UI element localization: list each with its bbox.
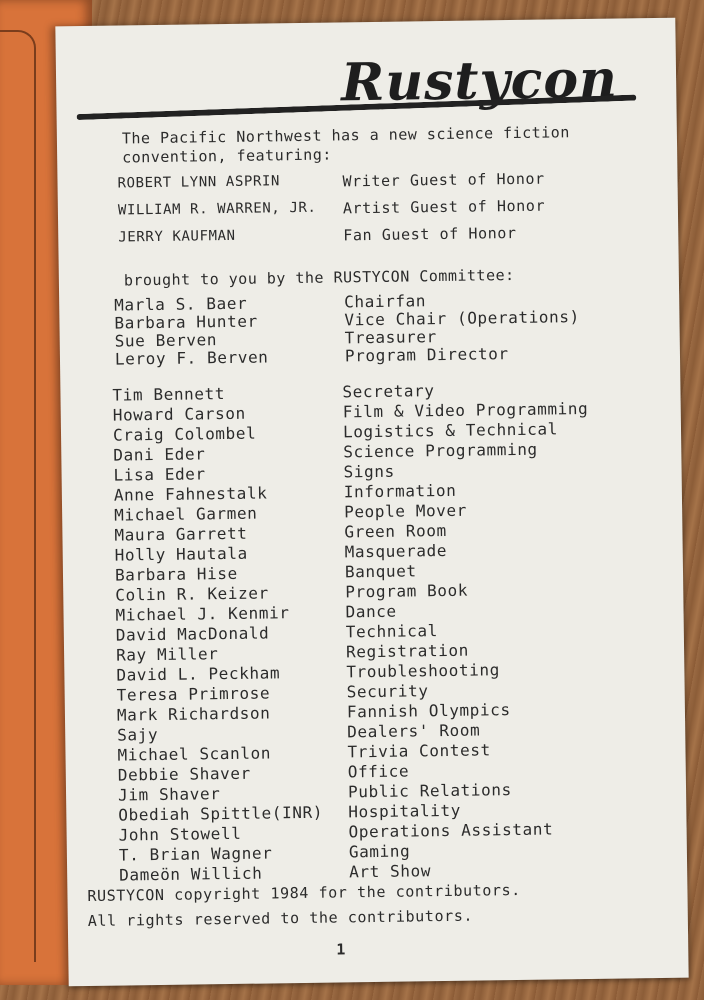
- member-role: Dance: [345, 601, 397, 622]
- guest-row: [118, 196, 618, 223]
- member-name: Dameön Willich: [119, 863, 263, 885]
- member-name: Mark Richardson: [116, 703, 271, 725]
- committee-intro: brought to you by the RUSTYCON Committee:: [123, 265, 515, 290]
- copyright-line-2: All rights reserved to the contributors.: [87, 906, 474, 931]
- member-name: Anne Fahnestalk: [113, 483, 268, 505]
- member-name: JERRY KAUFMAN: [118, 227, 236, 246]
- rustycon-logo: Rustycon: [340, 48, 619, 114]
- member-role: Vice Chair (Operations): [344, 307, 580, 330]
- member-name: Sajy: [117, 725, 159, 745]
- member-role: Writer Guest of Honor: [342, 169, 545, 191]
- member-role: Banquet: [344, 561, 417, 582]
- member-name: Barbara Hunter: [114, 311, 258, 333]
- booklet-page: [55, 18, 688, 987]
- member-name: Teresa Primrose: [116, 683, 271, 705]
- member-name: Holly Hautala: [114, 543, 248, 565]
- member-role: People Mover: [344, 500, 468, 522]
- member-name: Ray Miller: [115, 644, 219, 665]
- member-role: Security: [346, 681, 429, 702]
- member-name: Marla S. Baer: [114, 293, 248, 315]
- member-role: Operations Assistant: [348, 819, 554, 842]
- member-name: Craig Colombel: [112, 423, 257, 445]
- member-name: Michael J. Kenmir: [115, 603, 290, 625]
- member-role: Chairfan: [344, 291, 427, 312]
- copyright-notice: [87, 878, 521, 934]
- member-name: Howard Carson: [112, 403, 246, 425]
- member-role: Program Director: [344, 344, 509, 366]
- member-role: Treasurer: [344, 327, 437, 348]
- member-name: Leroy F. Berven: [114, 347, 269, 369]
- member-role: Film & Video Programming: [342, 398, 589, 422]
- member-role: Troubleshooting: [346, 660, 500, 682]
- member-name: Michael Scanlon: [117, 743, 272, 765]
- member-role: Logistics & Technical: [342, 419, 559, 442]
- member-role: Artist Guest of Honor: [342, 196, 546, 218]
- member-role: Technical: [345, 621, 439, 642]
- member-role: Art Show: [349, 861, 432, 882]
- member-name: Jim Shaver: [117, 784, 221, 805]
- copyright-line-1: RUSTYCON copyright 1984 for the contributors.: [87, 880, 521, 906]
- member-name: Colin R. Keizer: [115, 583, 269, 605]
- member-role: Program Book: [345, 580, 469, 602]
- guest-row: [117, 169, 617, 196]
- member-role: Hospitality: [348, 800, 462, 822]
- member-role: Dealers' Room: [347, 720, 481, 742]
- member-role: Trivia Contest: [347, 740, 491, 762]
- member-name: Barbara Hise: [114, 563, 238, 585]
- member-role: Masquerade: [344, 540, 448, 562]
- member-name: David L. Peckham: [116, 663, 281, 685]
- member-name: Lisa Eder: [113, 464, 206, 485]
- member-name: ROBERT LYNN ASPRIN: [117, 173, 281, 192]
- member-role: Green Room: [344, 520, 447, 542]
- member-role: Secretary: [342, 381, 435, 402]
- guest-row: [118, 223, 618, 250]
- member-name: Obediah Spittle(INR): [118, 802, 324, 825]
- member-role: Registration: [345, 640, 470, 662]
- member-role: Fannish Olympics: [346, 700, 511, 722]
- member-name: Tim Bennett: [112, 384, 226, 405]
- member-role: Public Relations: [347, 780, 512, 802]
- member-name: David MacDonald: [115, 623, 270, 645]
- member-name: Maura Garrett: [114, 523, 248, 545]
- member-name: Sue Berven: [114, 330, 218, 351]
- page-number: 1: [336, 940, 346, 959]
- member-name: WILLIAM R. WARREN, JR.: [117, 199, 317, 219]
- member-name: John Stowell: [118, 823, 242, 845]
- member-role: Fan Guest of Honor: [343, 223, 517, 245]
- member-role: Signs: [343, 461, 395, 482]
- member-name: T. Brian Wagner: [118, 843, 273, 865]
- member-role: Information: [343, 480, 457, 502]
- member-name: Debbie Shaver: [117, 763, 251, 785]
- member-name: Michael Garmen: [114, 503, 258, 525]
- member-role: Office: [347, 761, 410, 782]
- member-role: Gaming: [348, 841, 411, 862]
- cover-border: [0, 30, 36, 962]
- member-role: Science Programming: [343, 439, 538, 462]
- intro-text: The Pacific Northwest has a new science fiction convention, featuring:: [121, 123, 570, 167]
- member-name: Dani Eder: [113, 444, 206, 465]
